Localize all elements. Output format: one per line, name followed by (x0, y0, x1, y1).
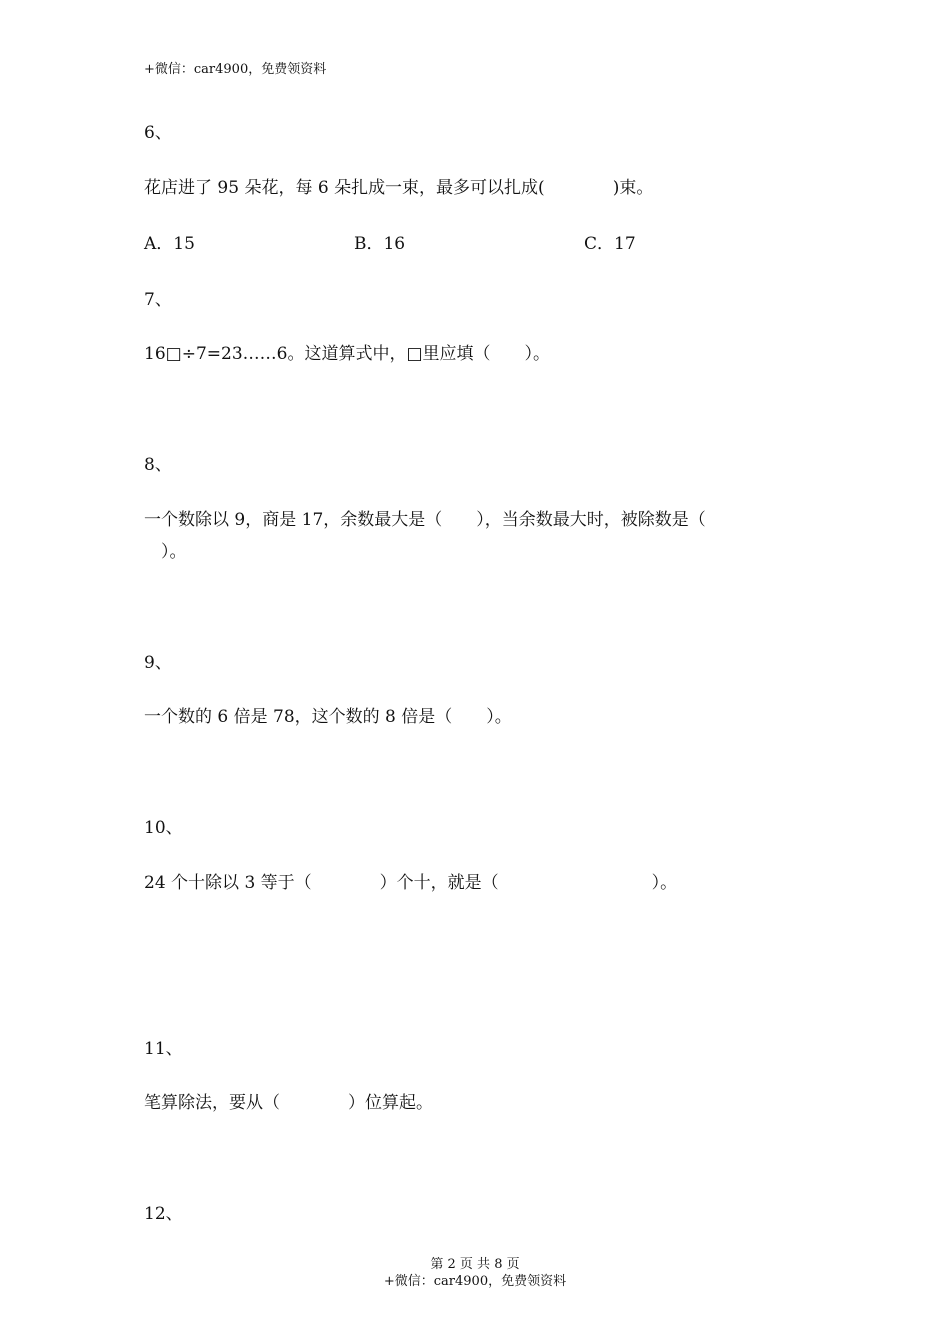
question-11-number: 11、 (144, 1039, 183, 1059)
question-7-number: 7、 (144, 290, 172, 310)
question-12-number: 12、 (144, 1204, 183, 1224)
question-9-text: 一个数的 6 倍是 78，这个数的 8 倍是（ ）。 (144, 707, 512, 727)
page-number: 第 2 页 共 8 页 (430, 1257, 520, 1272)
question-10-text: 24 个十除以 3 等于（ ）个十，就是（ ）。 (144, 873, 678, 893)
header-watermark: +微信：car4900，免费领资料 (144, 62, 327, 77)
question-11-text: 笔算除法，要从（ ）位算起。 (144, 1093, 433, 1113)
question-6-option-a: A．15 (144, 234, 195, 254)
question-7-text: 16□÷7=23……6。这道算式中，□里应填（ ）。 (144, 344, 551, 364)
question-6-text: 花店进了 95 朵花，每 6 朵扎成一束，最多可以扎成( )束。 (144, 178, 654, 198)
question-6-number: 6、 (144, 123, 172, 143)
question-10-number: 10、 (144, 818, 183, 838)
question-8-number: 8、 (144, 455, 172, 475)
question-6-option-b: B．16 (354, 234, 406, 254)
question-6-option-c: C．17 (584, 234, 636, 254)
footer-watermark: +微信：car4900，免费领资料 (383, 1274, 567, 1289)
question-8-line-2: ）。 (144, 542, 187, 562)
question-8-line-1: 一个数除以 9，商是 17，余数最大是（ ），当余数最大时，被除数是（ (144, 510, 706, 530)
question-9-number: 9、 (144, 653, 172, 673)
